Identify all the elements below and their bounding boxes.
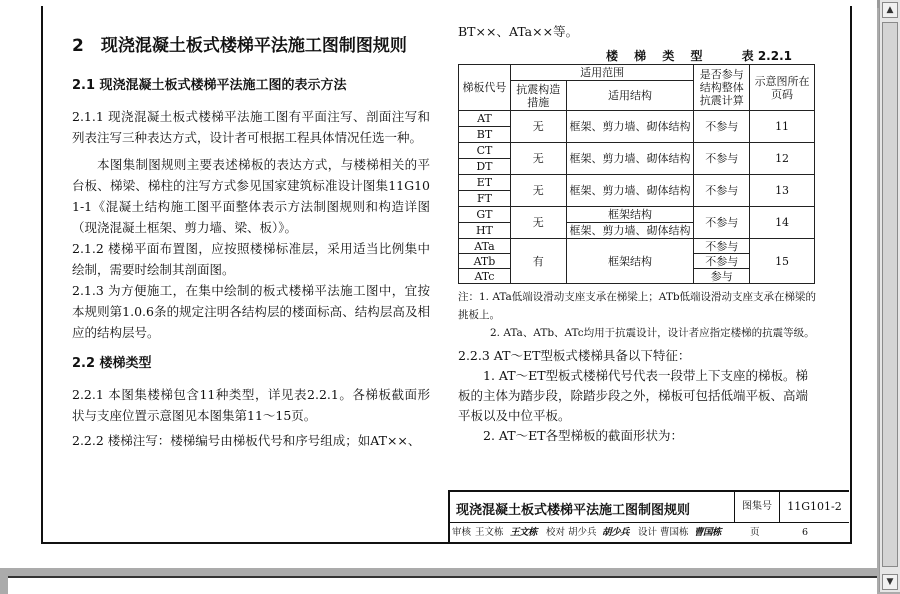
stair-type-table [458,64,815,284]
seismic-cell: 无 [510,143,566,175]
seismic-cell: 无 [510,111,566,143]
code-cell: ATc [459,269,511,284]
header-overall: 是否参与结构整体抗震计算 [694,65,750,111]
header-page: 示意图所在页码 [750,65,815,111]
seismic-cell: 有 [510,239,566,284]
code-cell: HT [459,223,511,239]
table-note-2: 2. ATa、ATb、ATc均用于抗震设计，设计者应指定楼梯的抗震等级。 [490,327,815,339]
page-cell: 12 [750,143,815,175]
paragraph-2-2-1: 2.2.1 本图集楼梯包含11种类型，详见表2.2.1。各梯板截面形状与支座位置示意图见本图集第11～15页。 [72,387,430,423]
overall-cell: 不参与 [694,175,750,207]
next-page-preview [8,576,877,594]
feature-item-2: 2. AT～ET各型梯板的截面形状为： [483,428,684,443]
scroll-up-button[interactable]: ▲ [882,2,898,18]
left-column [72,36,430,451]
code-cell: FT [459,191,511,207]
paragraph-scope: 本图集制图规则主要表述梯板的表达方式，与楼梯相关的平台板、梯梁、梯柱的注写方式参见国家建筑标准设计图集11G101-1《混凝土结构施工图平面整体表示方法制图规则和构造详图（现浇混凝土框架、剪力墙、梁、板）》。 [72,157,430,235]
code-cell: GT [459,207,511,223]
paragraph-2-1-1: 2.1.1 现浇混凝土板式楼梯平法施工图有平面注写、剖面注写和列表注写三种表达方式，设计者可根据工程具体情况任选一种。 [72,109,430,145]
overall-cell: 不参与 [694,207,750,239]
title-block-row-1 [450,492,849,523]
code-cell: ET [459,175,511,191]
paragraph-2-2-3: 2.2.3 AT～ET型板式楼梯具备以下特征： [458,348,691,363]
overall-cell: 不参与 [694,254,750,269]
overall-cell: 参与 [694,269,750,284]
structure-cell: 框架、剪力墙、砌体结构 [566,111,694,143]
feature-item-1: 1. AT～ET型板式楼梯代号代表一段带上下支座的梯板。梯板的主体为踏步段，除踏步段之外，梯板可包括低端平板、高端平板以及中位平板。 [458,368,809,423]
structure-cell: 框架结构 [566,239,694,284]
structure-cell: 框架、剪力墙、砌体结构 [566,223,694,239]
header-code: 梯板代号 [459,65,511,111]
table-title: 楼 梯 类 型 [606,49,709,63]
reviewer-name: 王文栋 [475,527,504,538]
page-cell: 13 [750,175,815,207]
checker-signature: 胡少兵 [602,527,630,538]
code-cell: DT [459,159,511,175]
code-cell: ATb [459,254,511,269]
check-label: 校对 [546,527,566,538]
right-column [458,22,818,446]
paragraph-2-2-2-continued: BT××、ATa××等。 [458,24,579,39]
atlas-number-label: 图集号 [734,492,780,522]
table-note-1: 注：1. ATa低端设滑动支座支承在梯梁上；ATb低端设滑动支座支承在梯梁的挑板上。 [458,291,817,321]
table-notes [458,288,818,342]
right-text [458,346,818,446]
code-cell: ATa [459,239,511,254]
structure-cell: 框架结构 [566,207,694,223]
header-structure: 适用结构 [566,81,694,111]
page-cell: 14 [750,207,815,239]
paragraph-2-1-3: 2.1.3 为方便施工，在集中绘制的板式楼梯平法施工图中，宜按本规则第1.0.6条的规定注明各结构层的楼面标高、结构层高及相应的结构层号。 [72,283,430,340]
checker-name: 胡少兵 [568,527,597,538]
page-cell: 15 [750,239,815,284]
structure-cell: 框架、剪力墙、砌体结构 [566,175,694,207]
atlas-number: 11G101-2 [787,500,842,513]
scroll-thumb[interactable] [882,22,898,567]
drawing-title-block [448,490,849,542]
page-number: 6 [802,527,809,538]
code-cell: BT [459,127,511,143]
page-cell: 11 [750,111,815,143]
page-label: 页 [750,527,760,538]
overall-cell: 不参与 [694,239,750,254]
seismic-cell: 无 [510,175,566,207]
review-label: 审核 [452,527,472,538]
paragraph-2-1-2: 2.1.2 楼梯平面布置图，应按照楼梯标准层，采用适当比例集中绘制，需要时绘制其剖面图。 [72,241,430,277]
design-label: 设计 [638,527,658,538]
subsection-heading-2-1: 2.1 现浇混凝土板式楼梯平法施工图的表示方法 [72,78,347,93]
vertical-scrollbar[interactable] [879,0,900,592]
reviewer-signature: 王文栋 [510,527,538,538]
header-range: 适用范围 [510,65,693,81]
title-block-row-2 [450,523,849,542]
overall-cell: 不参与 [694,143,750,175]
header-seismic: 抗震构造措施 [510,81,566,111]
designer-name: 曹国栋 [660,527,689,538]
table-number: 表 2.2.1 [741,49,792,63]
seismic-cell: 无 [510,207,566,239]
code-cell: AT [459,111,511,127]
subsection-heading-2-2: 2.2 楼梯类型 [72,356,152,371]
scroll-down-button[interactable]: ▼ [882,574,898,590]
structure-cell: 框架、剪力墙、砌体结构 [566,143,694,175]
table-caption [458,42,818,64]
code-cell: CT [459,143,511,159]
paragraph-2-2-2: 2.2.2 楼梯注写：楼梯编号由梯板代号和序号组成；如AT××、 [72,433,421,448]
designer-signature: 曹国栋 [694,527,722,538]
overall-cell: 不参与 [694,111,750,143]
title-block-title: 现浇混凝土板式楼梯平法施工图制图规则 [456,503,691,518]
section-title: 2 现浇混凝土板式楼梯平法施工图制图规则 [72,36,407,56]
